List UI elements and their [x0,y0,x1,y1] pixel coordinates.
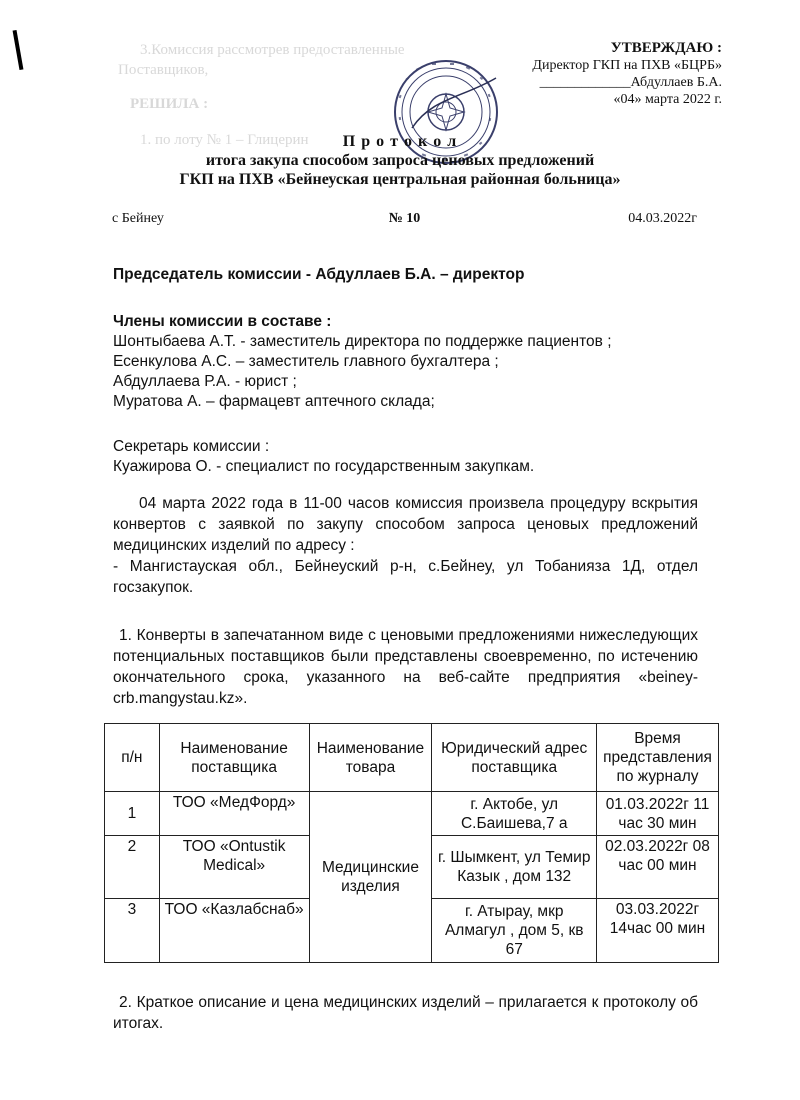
table-row [105,792,719,836]
supplier-address: г. Шымкент, ул Темир Казык , дом 132 [432,836,597,899]
supplier-address: г. Актобе, ул С.Баишева,7 а [432,792,597,836]
bleed-through-text: РЕШИЛА : [130,96,209,112]
table-header-cell: Юридический адрес поставщика [432,724,597,792]
document-number: № 10 [388,211,421,226]
item-1-text: Конверты в запечатанном виде с ценовыми предложениями нижеследующих потенциальных поставщиков были представлены своевременно, по истечению окончательного срока, указанного на веб-сайте предприятия «beiney-crb.mangystau.kz». [113,627,698,707]
product-name: Медицинские изделия [309,792,432,963]
row-number: 3 [105,899,160,963]
secretary-heading: Секретарь комиссии : [113,438,270,455]
bleed-through-text: 1. по лоту № 1 – Глицерин [140,132,309,148]
secretary-line: Куажирова О. - специалист по государственным закупкам. [113,458,535,475]
member-line: Абдуллаева Р.А. - юрист ; [113,373,297,390]
supplier-name: ТОО «Ontustik Medical» [159,836,309,899]
member-line: Шонтыбаева А.Т. - заместитель директора по поддержке пациентов ; [113,333,612,350]
suppliers-table [104,723,719,963]
item-1-number: 1. [119,627,132,644]
document-date: 04.03.2022г [628,211,697,226]
bleed-through-text: 3.Комиссия рассмотрев предоставленные [140,42,405,58]
item-2-paragraph [113,992,698,1034]
members-heading: Члены комиссии в составе : [113,313,332,330]
document-title: П р о т о к о л [342,133,458,150]
approval-signature-line: _____________Абдуллаев Б.А. [539,75,722,90]
item-1-paragraph [113,625,698,709]
chairman-line: Председатель комиссии - Абдуллаев Б.А. – директор [113,266,525,283]
item-2-number: 2. [119,994,132,1011]
approval-block [532,40,722,108]
submission-time: 01.03.2022г 11 час 30 мин [597,792,719,836]
approval-heading: УТВЕРЖДАЮ : [610,40,722,56]
approval-date: «04» марта 2022 г. [613,92,722,107]
row-number: 2 [105,836,160,899]
submission-time: 03.03.2022г 14час 00 мин [597,899,719,963]
opening-address: - Мангистауская обл., Бейнеуский р-н, с.Бейнеу, ул Тобанияза 1Д, отдел госзакупок. [113,558,698,596]
table-header-cell: Наименование товара [309,724,432,792]
document-subtitle: итога закупа способом запроса ценовых предложений [205,152,595,169]
member-line: Есенкулова А.С. – заместитель главного бухгалтера ; [113,353,499,370]
bleed-through-text: Поставщиков, [118,62,209,78]
item-2-text: Краткое описание и цена медицинских изделий – прилагается к протоколу об итогах. [113,994,698,1032]
pen-mark [13,30,24,70]
table-header-cell: Наименование поставщика [159,724,309,792]
supplier-name: ТОО «Казлабснаб» [159,899,309,963]
table-header-cell: п/н [105,724,160,792]
table-header-row [105,724,719,792]
table-header-cell: Время представления по журналу [597,724,719,792]
supplier-address: г. Атырау, мкр Алмагул , дом 5, кв 67 [432,899,597,963]
member-line: Муратова А. – фармацевт аптечного склада; [113,393,435,410]
supplier-name: ТОО «МедФорд» [159,792,309,836]
row-number: 1 [105,792,160,836]
organization-name: ГКП на ПХВ «Бейнеуская центральная районная больница» [179,171,621,188]
submission-time: 02.03.2022г 08 час 00 мин [597,836,719,899]
approval-director: Директор ГКП на ПХВ «БЦРБ» [532,58,722,73]
document-place: с Бейнеу [112,211,164,226]
opening-paragraph: 04 марта 2022 года в 11-00 часов комиссия произвела процедуру вскрытия конвертов с заявкой по закупу способом запроса ценовых предложений медицинских изделий по адресу : [113,495,698,554]
